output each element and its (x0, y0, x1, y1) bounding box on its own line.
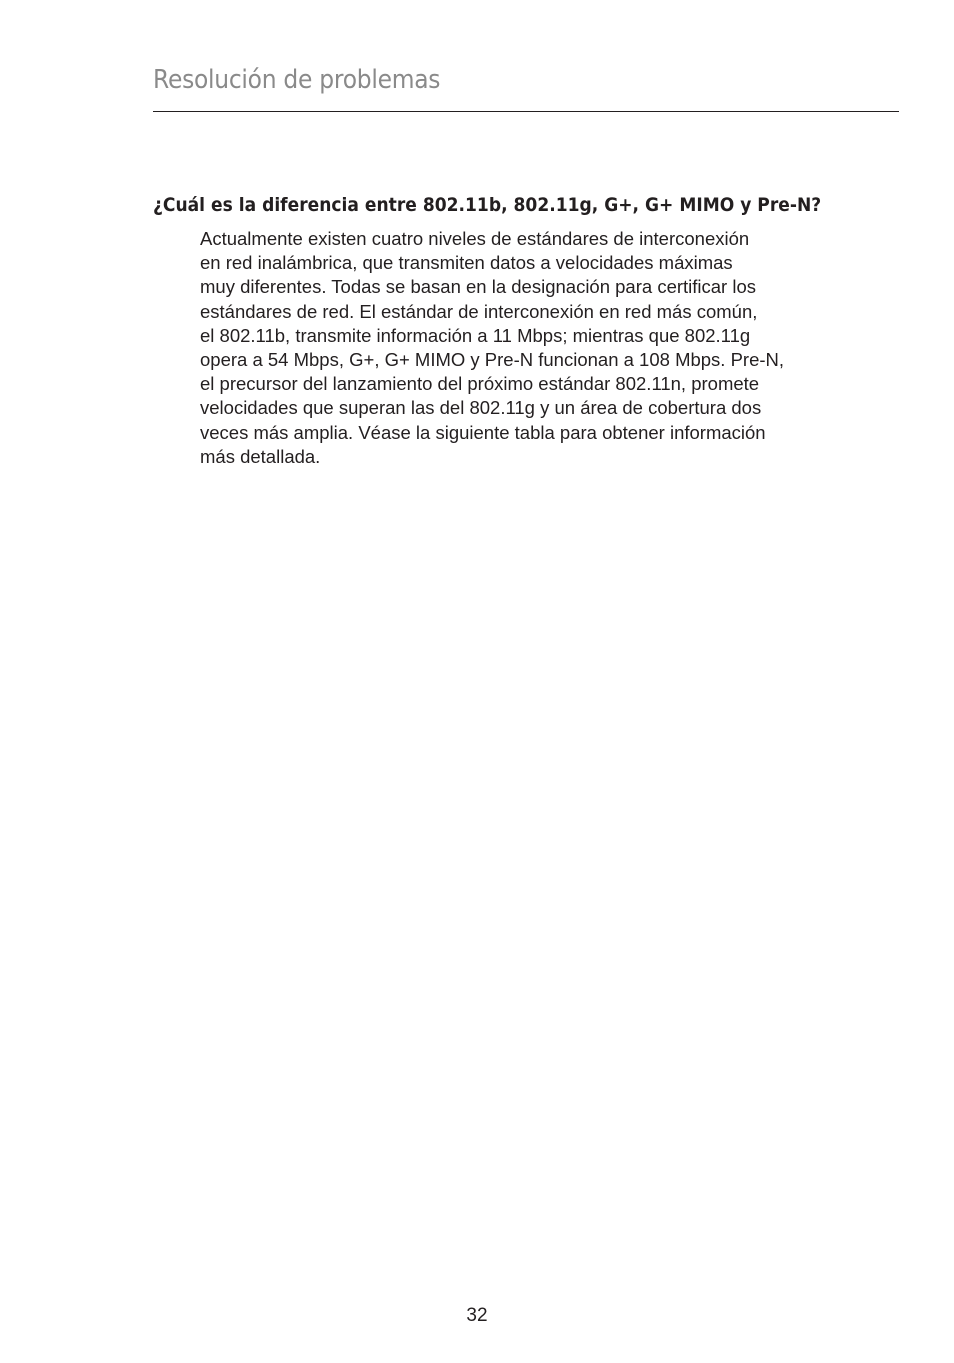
faq-answer (200, 227, 860, 469)
section-title: Resolución de problemas (153, 65, 441, 95)
answer-line: muy diferentes. Todas se basan en la designación para certificar los (200, 276, 757, 298)
page-number: 32 (466, 1305, 488, 1326)
answer-line: Actualmente existen cuatro niveles de estándares de interconexión (200, 228, 750, 249)
faq-question: ¿Cuál es la diferencia entre 802.11b, 802.11g, G+, G+ MIMO y Pre-N? (153, 194, 822, 216)
answer-line: más detallada. (200, 445, 321, 467)
answer-line: veces más amplia. Véase la siguiente tabla para obtener información (200, 421, 766, 443)
page-header (153, 60, 899, 100)
answer-line: estándares de red. El estándar de interconexión en red más común, (200, 300, 758, 322)
answer-line: en red inalámbrica, que transmiten datos a velocidades máximas (200, 252, 733, 274)
answer-line: opera a 54 Mbps, G+, G+ MIMO y Pre-N funcionan a 108 Mbps. Pre-N, (200, 349, 785, 371)
answer-line: velocidades que superan las del 802.11g y un área de cobertura dos (200, 397, 762, 419)
answer-line: el 802.11b, transmite información a 11 Mbps; mientras que 802.11g (200, 324, 751, 346)
answer-line: el precursor del lanzamiento del próximo estándar 802.11n, promete (200, 373, 760, 395)
header-divider (153, 111, 899, 112)
